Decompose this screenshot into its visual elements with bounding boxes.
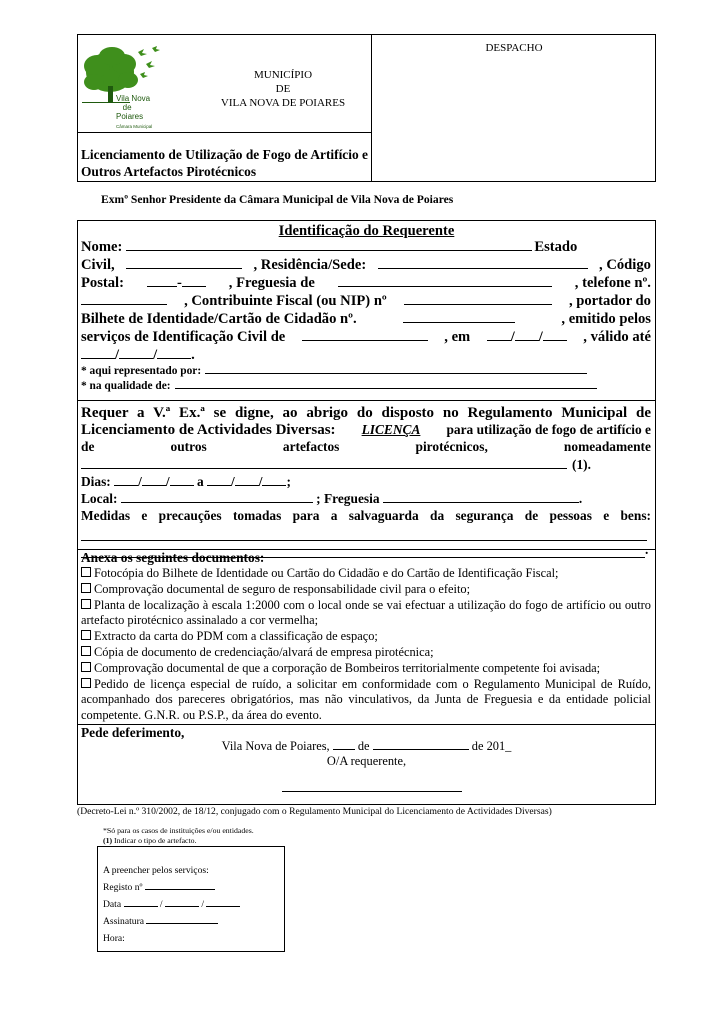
checkbox-6[interactable] bbox=[81, 662, 91, 672]
validade-dia-field[interactable] bbox=[81, 346, 115, 359]
local-field[interactable] bbox=[121, 490, 313, 503]
artefacto-field[interactable] bbox=[81, 456, 567, 469]
assinatura-label: Assinatura bbox=[103, 916, 145, 927]
nota-1-ref: (1) bbox=[572, 457, 588, 472]
dias-fim-mes-field[interactable] bbox=[235, 473, 259, 486]
data-mes-field[interactable] bbox=[165, 898, 199, 907]
decreto-note: (Decreto-Lei n.º 310/2002, de 18/12, conjugado com o Regulamento Municipal do Licenciamento de Actividades Diversas) bbox=[77, 806, 552, 817]
contribuinte-field[interactable] bbox=[404, 292, 552, 305]
data-ano-field[interactable] bbox=[206, 898, 240, 907]
footnote-1: *Só para os casos de instituições e/ou entidades. bbox=[103, 826, 254, 835]
form-title: Licenciamento de Utilização de Fogo de Artifício e Outros Artefactos Pirotécnicos bbox=[81, 147, 368, 179]
servicos-block: A preencher pelos serviços: Registo nº Data / / Assinatura Hora: bbox=[103, 862, 240, 947]
servicos-title: A preencher pelos serviços: bbox=[103, 865, 209, 876]
freguesia-label: , Freguesia de bbox=[228, 275, 315, 291]
requer-word-4: pirotécnicos, bbox=[415, 439, 488, 454]
registo-field[interactable] bbox=[145, 881, 215, 890]
dias-inicio-dia-field[interactable] bbox=[114, 473, 138, 486]
bilhete-label: Bilhete de Identidade/Cartão de Cidadão nº. bbox=[81, 311, 357, 327]
data-label: Data bbox=[103, 899, 122, 910]
municipal-logo bbox=[80, 42, 170, 129]
freguesia-evento-label: ; Freguesia bbox=[316, 491, 380, 506]
dias-fim-dia-field[interactable] bbox=[207, 473, 231, 486]
assinatura-field[interactable] bbox=[146, 915, 218, 924]
checkbox-7[interactable] bbox=[81, 678, 91, 688]
checkbox-1[interactable] bbox=[81, 567, 91, 577]
em-label: , em bbox=[444, 329, 471, 345]
bilhete-field[interactable] bbox=[403, 310, 515, 323]
checkbox-3[interactable] bbox=[81, 599, 91, 609]
requer-word-1: de bbox=[81, 439, 95, 454]
data-dia-field[interactable] bbox=[124, 898, 158, 907]
municipio-line-2: DE bbox=[275, 83, 291, 95]
anexa-item-2: Comprovação documental de seguro de responsabilidade civil para o efeito; bbox=[81, 582, 651, 598]
portador-label: , portador do bbox=[568, 293, 651, 309]
requer-line-1: Requer a V.ª Ex.ª se digne, ao abrigo do disposto no Regulamento Municipal de bbox=[81, 405, 651, 421]
codigo-postal-field-2[interactable] bbox=[182, 274, 206, 287]
servicos-label: serviços de Identificação Civil de bbox=[81, 329, 286, 345]
medidas-field-1[interactable] bbox=[81, 528, 647, 541]
emissao-dia-field[interactable] bbox=[487, 328, 511, 341]
anexa-item-1: Fotocópia do Bilhete de Identidade ou Cartão do Cidadão e do Cartão de Identificação Fiscal; bbox=[81, 566, 651, 582]
valido-label: , válido até bbox=[583, 329, 651, 345]
representado-row bbox=[81, 363, 651, 379]
representado-field[interactable] bbox=[205, 363, 587, 374]
contribuinte-label: , Contribuinte Fiscal (ou NIP) nº bbox=[184, 293, 387, 309]
residencia-label: , Residência/Sede: bbox=[253, 257, 367, 273]
anexa-block bbox=[81, 550, 651, 724]
footnote-2-num: (1) bbox=[103, 836, 113, 845]
municipio-line-3: VILA NOVA DE POIARES bbox=[220, 97, 346, 109]
header-divider-vertical bbox=[371, 34, 372, 182]
a-label: a bbox=[196, 474, 204, 489]
assinatura-dia-field[interactable] bbox=[333, 740, 355, 750]
medidas-label: Medidas e precauções tomadas para a salvaguarda da segurança de pessoas e bens: bbox=[81, 508, 651, 523]
qualidade-label: * na qualidade de: bbox=[81, 380, 171, 392]
footnote-2-text: Indicar o tipo de artefacto. bbox=[114, 836, 197, 845]
freguesia-field[interactable] bbox=[338, 274, 552, 287]
requer-line-2c: para utilização de fogo de artifício e bbox=[446, 422, 651, 437]
requer-block: Requer a V.ª Ex.ª se digne, ao abrigo do disposto no Regulamento Municipal de Licenciamento de Actividades Diversas: LICENÇA para utilização de fogo de artifício e de outros artefactos pirotécnicos, nomeadamente (1) . Dias: / / a / / ; Local: ; Freguesia . Medidas e precauções tomadas para a salvaguarda da segurança de pessoas e bens: . bbox=[81, 405, 651, 557]
anexa-heading: Anexa os seguintes documentos: bbox=[81, 550, 265, 565]
licenca-label: LICENÇA bbox=[361, 422, 421, 437]
nome-label: Nome: bbox=[81, 239, 123, 255]
qualidade-field[interactable] bbox=[175, 378, 597, 389]
emissao-ano-field[interactable] bbox=[543, 328, 567, 341]
emitido-label: , emitido pelos bbox=[561, 311, 651, 327]
pede-deferimento: Pede deferimento, bbox=[81, 725, 185, 740]
local-data-c: de 201_ bbox=[471, 739, 512, 753]
section-divider-1 bbox=[77, 400, 656, 401]
residencia-field[interactable] bbox=[378, 256, 588, 269]
anexa-item-6: Comprovação documental de que a corporação de Bombeiros territorialmente competente foi avisada; bbox=[81, 661, 651, 677]
anexa-item-5: Cópia de documento de credenciação/alvará de empresa pirotécnica; bbox=[81, 645, 651, 661]
checkbox-5[interactable] bbox=[81, 646, 91, 656]
requer-word-5: nomeadamente bbox=[563, 439, 651, 454]
logo-text: Vila Nova de Poiares Câmara Municipal bbox=[116, 94, 153, 129]
local-data-b: de bbox=[357, 739, 370, 753]
dias-fim-ano-field[interactable] bbox=[262, 473, 286, 486]
dias-label: Dias: bbox=[81, 474, 111, 489]
signature-line[interactable] bbox=[282, 791, 462, 792]
codigo-label: , Código bbox=[599, 257, 651, 273]
emissao-mes-field[interactable] bbox=[515, 328, 539, 341]
freguesia-evento-field[interactable] bbox=[383, 490, 579, 503]
telefone-field[interactable] bbox=[81, 292, 167, 305]
addressee: Exmº Senhor Presidente da Câmara Municipal de Vila Nova de Poiares bbox=[101, 193, 454, 206]
servicos-field[interactable] bbox=[302, 328, 428, 341]
assinatura-mes-field[interactable] bbox=[373, 740, 469, 750]
identificacao-block: Nome: Estado Civil, , Residência/Sede: , Código Postal: - , Freguesia de , telefone nº. , Contribuinte Fiscal (ou NIP) nº , portador do Bilhete de Identidade/Cartão de Cidadão nº. , emitido pelos serviços de Identificação Civil de , em / / , válido até / / . bbox=[81, 239, 651, 363]
municipio-line-1: MUNICÍPIO bbox=[253, 69, 313, 81]
representado-label: * aqui representado por: bbox=[81, 365, 202, 377]
requer-word-3: artefactos bbox=[282, 439, 340, 454]
nome-field[interactable] bbox=[126, 238, 532, 251]
requer-word-2: outros bbox=[170, 439, 207, 454]
dias-inicio-mes-field[interactable] bbox=[142, 473, 166, 486]
postal-label: Postal: bbox=[81, 275, 124, 291]
anexa-item-3: Planta de localização à escala 1:2000 com o local onde se vai efectuar a utilização do fogo de artifício ou outro artefacto pirotécnico assinalado a cor vermelha; bbox=[81, 597, 651, 628]
municipio-block bbox=[196, 68, 370, 110]
header-divider-horizontal bbox=[77, 132, 372, 133]
registo-label: Registo nº bbox=[103, 882, 143, 893]
local-label: Local: bbox=[81, 491, 118, 506]
dias-inicio-ano-field[interactable] bbox=[170, 473, 194, 486]
identificacao-heading: Identificação do Requerente bbox=[278, 223, 455, 239]
footnote-2 bbox=[103, 836, 197, 845]
estado-civil-field[interactable] bbox=[126, 256, 242, 269]
requer-line-2a: Licenciamento de Actividades Diversas: bbox=[81, 422, 336, 438]
estado-label: Estado bbox=[534, 239, 578, 255]
qualidade-row bbox=[81, 378, 651, 394]
local-data-line bbox=[77, 739, 656, 754]
checkbox-4[interactable] bbox=[81, 630, 91, 640]
despacho-label: DESPACHO bbox=[485, 42, 543, 54]
telefone-label: , telefone nº. bbox=[574, 275, 651, 291]
checkbox-2[interactable] bbox=[81, 583, 91, 593]
validade-ano-field[interactable] bbox=[157, 346, 191, 359]
local-data-a: Vila Nova de Poiares, bbox=[221, 739, 330, 753]
anexa-item-4: Extracto da carta do PDM com a classificação de espaço; bbox=[81, 629, 651, 645]
hora-label: Hora: bbox=[103, 933, 125, 944]
anexa-item-7: Pedido de licença especial de ruído, a solicitar em conformidade com o Regulamento Municipal de Ruído, acompanhado dos pareceres obrigatórios, mas não vinculativos, da Junta de Freguesia e da entidade policial competente. G.N.R. ou P.S.P., da área do evento. bbox=[81, 676, 651, 723]
validade-mes-field[interactable] bbox=[119, 346, 153, 359]
civil-label: Civil, bbox=[81, 257, 115, 273]
codigo-postal-field-1[interactable] bbox=[147, 274, 177, 287]
requerente-label: O/A requerente, bbox=[326, 754, 407, 768]
